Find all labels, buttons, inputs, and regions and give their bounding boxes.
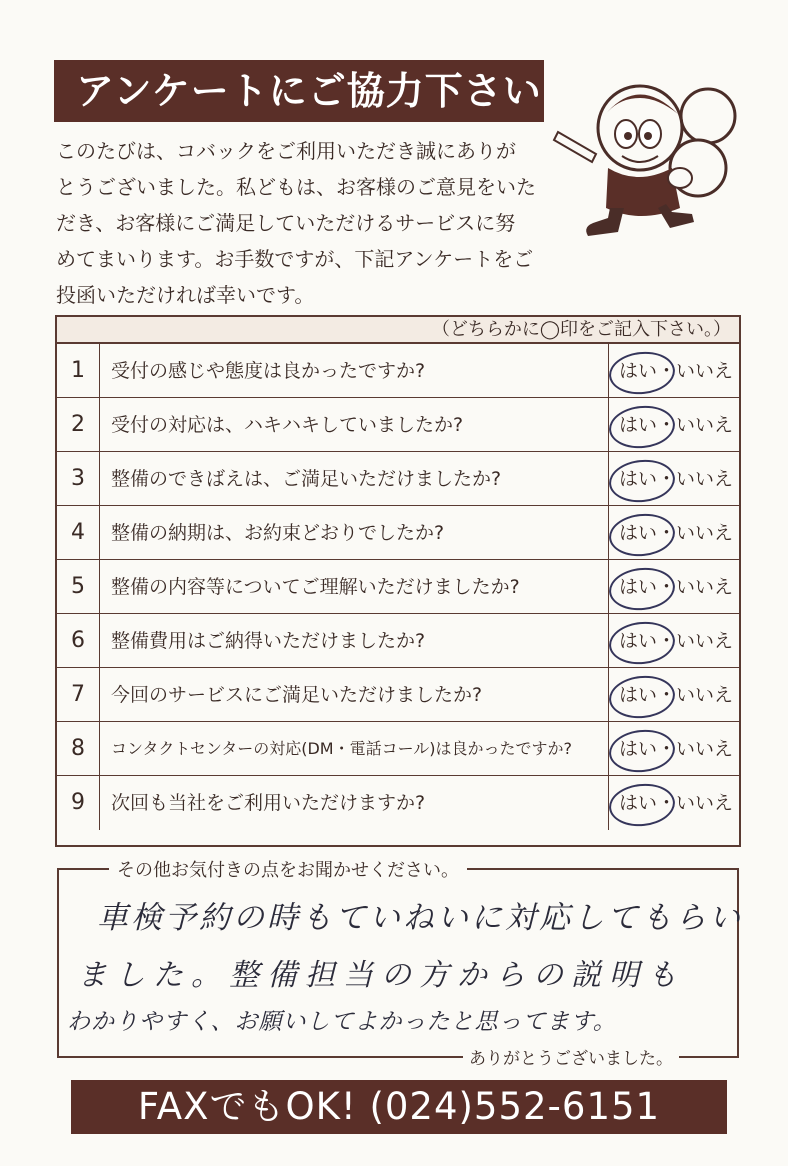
answer-options: はい・いいえ	[619, 360, 734, 382]
question-number: 7	[57, 668, 100, 721]
question-text: 次回も当社をご利用いただけますか?	[111, 792, 426, 814]
survey-table	[55, 315, 741, 847]
answer-circle-mark	[607, 349, 677, 398]
answer-circle-mark	[607, 565, 677, 614]
fax-number: FAXでもOK! (024)552-6151	[137, 1085, 661, 1128]
answer-circle-mark	[607, 403, 677, 452]
answer-choice[interactable]	[608, 506, 737, 559]
question-number: 4	[57, 506, 100, 559]
thanks-text: ありがとうございました。	[463, 1044, 679, 1069]
question-number: 2	[57, 398, 100, 451]
answer-options: はい・いいえ	[619, 792, 734, 814]
page-title-banner	[54, 60, 544, 122]
answer-options: はい・いいえ	[619, 630, 734, 652]
answer-choice[interactable]	[608, 614, 737, 667]
answer-options: はい・いいえ	[619, 522, 734, 544]
survey-row	[57, 344, 739, 398]
answer-choice[interactable]	[608, 398, 737, 451]
fax-banner	[71, 1080, 727, 1134]
answer-options: はい・いいえ	[619, 414, 734, 436]
question-number: 3	[57, 452, 100, 505]
question-number: 5	[57, 560, 100, 613]
answer-choice[interactable]	[608, 344, 737, 397]
answer-circle-mark	[607, 673, 677, 722]
answer-choice[interactable]	[608, 668, 737, 721]
question-number: 6	[57, 614, 100, 667]
question-number: 9	[57, 776, 100, 830]
handwritten-comment-line: 車検予約の時もていねいに対応してもらい	[97, 900, 743, 936]
question-number: 8	[57, 722, 100, 775]
intro-line: だき、お客様にご満足していただけるサービスに努	[56, 211, 516, 235]
question-text: 受付の感じや態度は良かったですか?	[111, 360, 426, 382]
answer-circle-mark	[607, 511, 677, 560]
question-text: 整備の内容等についてご理解いただけましたか?	[111, 576, 520, 598]
answer-choice[interactable]	[608, 560, 737, 613]
answer-options: はい・いいえ	[619, 684, 734, 706]
answer-options: はい・いいえ	[619, 468, 734, 490]
answer-choice[interactable]	[608, 452, 737, 505]
intro-line: めてまいります。お手数ですが、下記アンケートをご	[56, 247, 534, 271]
mascot-illustration	[548, 68, 738, 248]
survey-instruction: （どちらかに◯印をご記入下さい。）	[57, 317, 739, 344]
intro-line: このたびは、コバックをご利用いただき誠にありが	[56, 139, 516, 163]
intro-line: 投函いただければ幸いです。	[56, 283, 315, 307]
handwritten-comment-line: ました。整備担当の方からの説明も	[77, 958, 685, 993]
survey-row	[57, 506, 739, 560]
question-text: 整備費用はご納得いただけましたか?	[111, 630, 426, 652]
survey-row	[57, 614, 739, 668]
survey-row	[57, 560, 739, 614]
answer-circle-mark	[607, 781, 677, 830]
answer-circle-mark	[607, 727, 677, 776]
answer-options: はい・いいえ	[619, 738, 734, 760]
question-text: 整備のできばえは、ご満足いただけましたか?	[111, 468, 502, 490]
question-text: コンタクトセンターの対応(DM・電話コール)は良かったですか?	[111, 739, 573, 758]
answer-choice[interactable]	[608, 776, 737, 830]
comments-box[interactable]	[57, 860, 743, 1069]
page-title: アンケートにご協力下さい	[76, 69, 542, 113]
survey-row	[57, 452, 739, 506]
survey-row	[57, 398, 739, 452]
answer-choice[interactable]	[608, 722, 737, 775]
survey-row	[57, 776, 739, 830]
question-text: 整備の納期は、お約束どおりでしたか?	[111, 522, 445, 544]
question-text: 今回のサービスにご満足いただけましたか?	[111, 684, 483, 706]
intro-line: とうございました。私どもは、お客様のご意見をいた	[56, 175, 536, 199]
survey-row	[57, 722, 739, 776]
question-number: 1	[57, 344, 100, 397]
survey-row	[57, 668, 739, 722]
answer-circle-mark	[607, 457, 677, 506]
intro-text	[56, 133, 556, 313]
answer-circle-mark	[607, 619, 677, 668]
question-text: 受付の対応は、ハキハキしていましたか?	[111, 414, 464, 436]
answer-options: はい・いいえ	[619, 576, 734, 598]
comments-title: その他お気付きの点をお聞かせください。	[109, 856, 467, 882]
handwritten-comment-line: わかりやすく、お願いしてよかったと思ってます。	[67, 1009, 617, 1035]
